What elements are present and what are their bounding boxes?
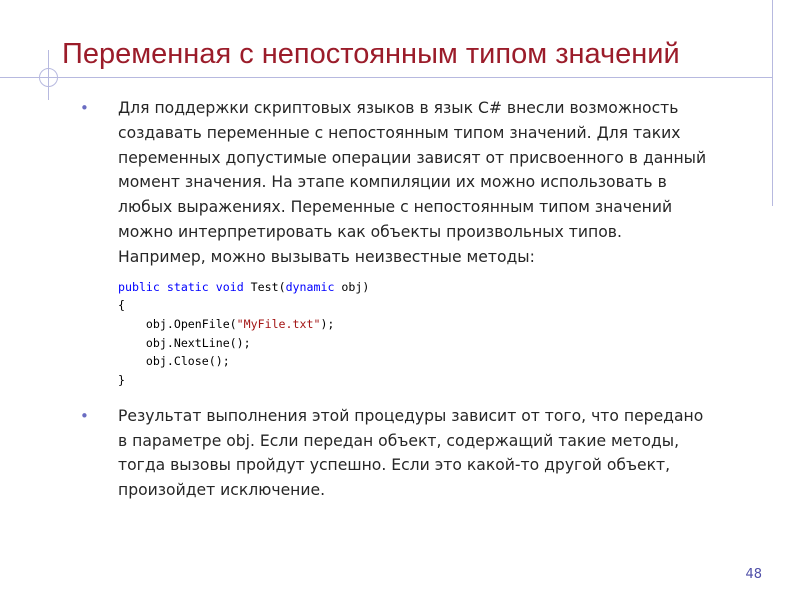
- decorative-circle: [39, 68, 58, 87]
- code-keyword: static: [166, 279, 209, 294]
- bullet-marker-icon: •: [80, 99, 89, 117]
- code-close-brace: }: [118, 373, 125, 388]
- bullet-text-2: [118, 404, 780, 503]
- code-keyword: void: [215, 279, 244, 294]
- text-line: в параметре obj. Если передан объект, содержащий такие методы,: [118, 431, 680, 450]
- slide-title: Переменная с непостоянным типом значений: [62, 38, 680, 70]
- page-number: 48: [745, 567, 762, 582]
- text-line: переменных допустимые операции зависят от присвоенного в данный: [118, 148, 707, 167]
- text-line: Для поддержки скриптовых языков в язык C# внесли возможность: [118, 99, 679, 117]
- text-line: Результат выполнения этой процедуры зависит от того, что передано: [118, 406, 704, 425]
- bullet-text-1: [118, 96, 780, 270]
- code-string: "MyFile.txt": [236, 316, 321, 331]
- code-open-brace: {: [118, 298, 125, 313]
- text-line: произойдет исключение.: [118, 481, 326, 500]
- text-line: Например, можно вызывать неизвестные методы:: [118, 247, 535, 266]
- code-line: obj.Close();: [145, 354, 230, 369]
- text-line: любых выражениях. Переменные с непостоянным типом значений: [118, 198, 673, 217]
- code-line: );: [320, 316, 335, 331]
- code-block: [118, 278, 780, 390]
- decorative-horizontal-line: [0, 77, 772, 78]
- code-line: obj.OpenFile(: [145, 316, 237, 331]
- text-line: можно интерпретировать как объекты произвольных типов.: [118, 222, 622, 241]
- bullet-marker-icon: •: [80, 406, 89, 425]
- text-line: момент значения. На этапе компиляции их можно использовать в: [118, 173, 667, 192]
- code-param: obj): [341, 279, 370, 294]
- code-keyword: public: [118, 279, 160, 294]
- text-line: создавать переменные с непостоянным типом значений. Для таких: [118, 123, 681, 142]
- code-line: obj.NextLine();: [145, 335, 251, 350]
- bullet-item-2: [80, 404, 780, 503]
- text-line: тогда вызовы пройдут успешно. Если это какой-то другой объект,: [118, 456, 671, 475]
- bullet-list: [80, 96, 780, 503]
- code-method-name: Test(: [250, 279, 286, 294]
- code-keyword: dynamic: [285, 279, 335, 294]
- bullet-item-1: [80, 96, 780, 270]
